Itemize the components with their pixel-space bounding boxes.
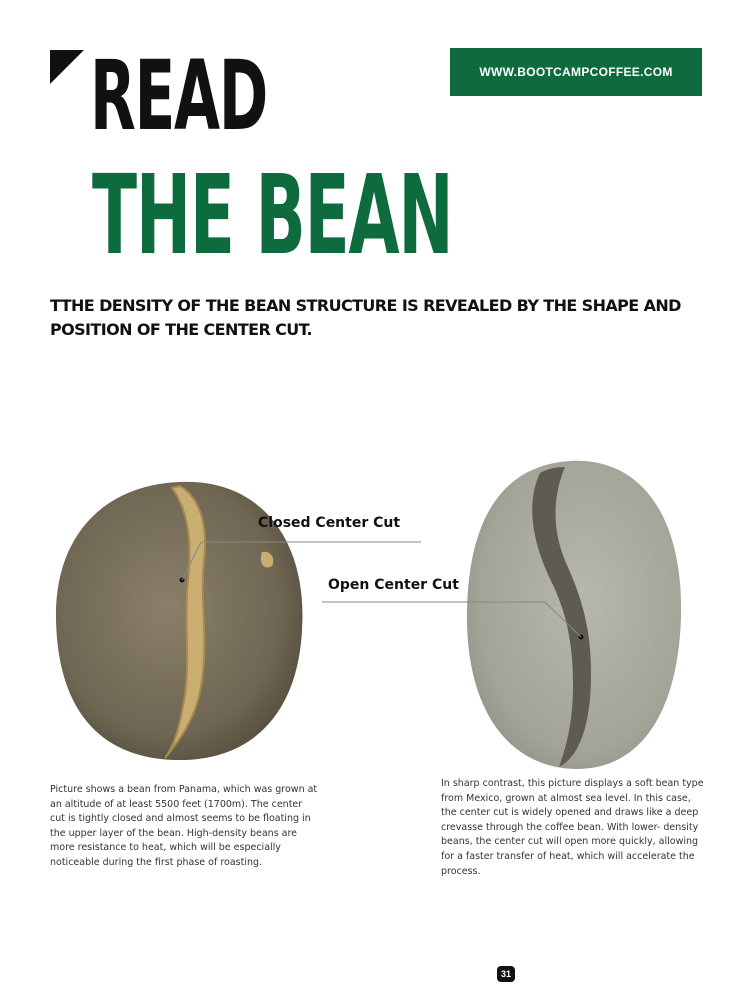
page-title-line-2: THE BEAN	[92, 151, 453, 279]
closed-center-cut-label: Closed Center Cut	[258, 515, 401, 531]
page-number-badge: 31	[497, 966, 515, 982]
headline: TTHE DENSITY OF THE BEAN STRUCTURE IS REVEALED BY THE SHAPE AND POSITION OF THE CENTER CUT.	[50, 296, 681, 339]
website-url-banner[interactable]: WWW.BOOTCAMPCOFFEE.COM	[450, 48, 702, 96]
open-center-cut-label: Open Center Cut	[328, 577, 459, 593]
right-bean-caption: In sharp contrast, this picture displays a soft bean type from Mexico, grown at almost sea level. In this case, the center cut is widely opened and draws like a deep crevasse through the coffee bean. With lower- density beans, the center cut will open more quickly, allowing for a faster transfer of heat, which will accelerate the process.	[441, 778, 704, 877]
open-cut-bean-image	[455, 455, 690, 775]
page-title-line-1: READ	[90, 40, 268, 152]
corner-triangle-decoration	[50, 50, 84, 84]
left-bean-caption: Picture shows a bean from Panama, which was grown at an altitude of at least 5500 feet (1700m). The center cut is tightly closed and almost seems to be floating in the upper layer of the bean. High-density beans are more resistance to heat, which will be especially noticeable during the first phase of roasting.	[50, 784, 318, 868]
